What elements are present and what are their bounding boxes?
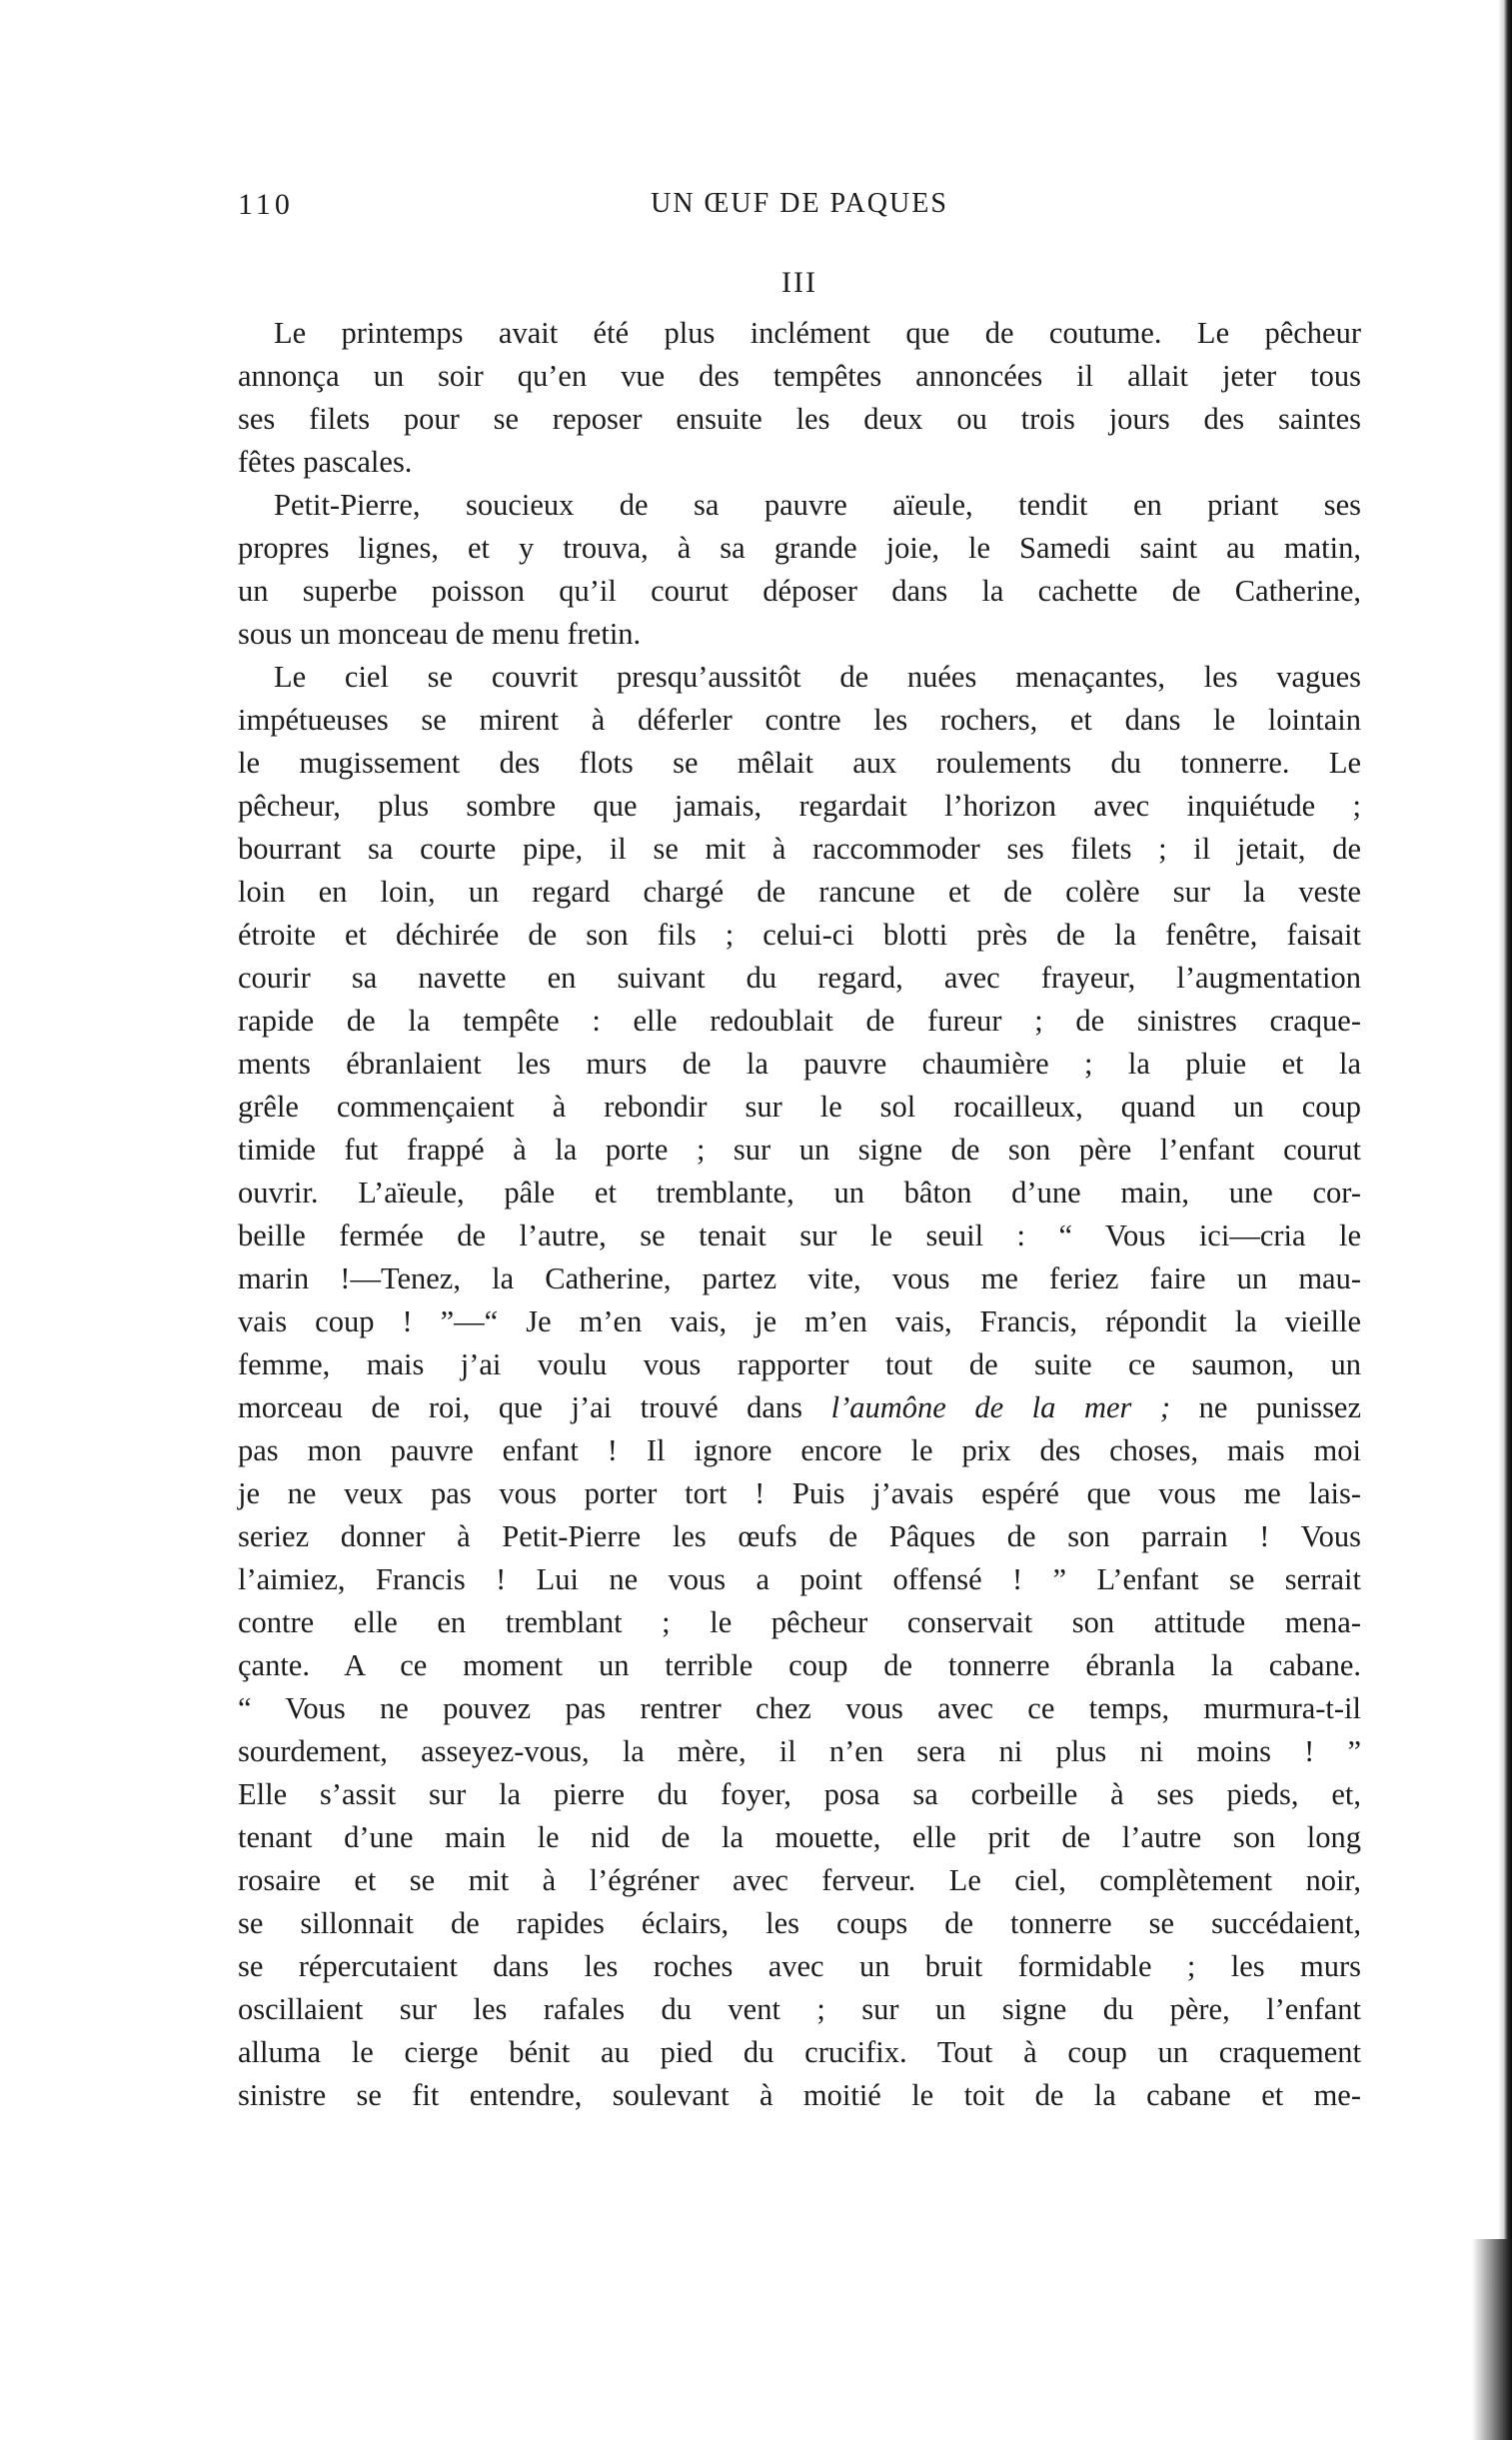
running-title: UN ŒUF DE PAQUES xyxy=(651,188,948,219)
text-line: ouvrir. L’aïeule, pâle et tremblante, un bâton d’une main, une cor- xyxy=(238,1176,1361,1210)
text-line: je ne veux pas vous porter tort ! Puis j’avais espéré que vous me lais- xyxy=(238,1476,1361,1510)
page-header xyxy=(238,188,1361,228)
page-binding-shadow xyxy=(1472,2239,1512,2440)
text-line: ments ébranlaient les murs de la pauvre chaumière ; la pluie et la xyxy=(238,1047,1361,1081)
text-line: se sillonnait de rapides éclairs, les coups de tonnerre se succédaient, xyxy=(238,1906,1361,1940)
text-line: Elle s’assit sur la pierre du foyer, posa sa corbeille à ses pieds, et, xyxy=(238,1777,1361,1811)
text-line: oscillaient sur les rafales du vent ; sur un signe du père, l’enfant xyxy=(238,1992,1361,2026)
text-line: sourdement, asseyez-vous, la mère, il n’en sera ni plus ni moins ! ” xyxy=(238,1734,1361,1768)
text-line: fêtes pascales. xyxy=(238,445,413,479)
text-line: vais coup ! ”—“ Je m’en vais, je m’en vais, Francis, répondit la vieille xyxy=(238,1304,1361,1338)
text-line: étroite et déchirée de son fils ; celui-ci blotti près de la fenêtre, faisait xyxy=(238,918,1361,952)
text-line: courir sa navette en suivant du regard, avec frayeur, l’augmentation xyxy=(238,961,1361,995)
section-heading: III xyxy=(781,266,817,299)
text-line: se répercutaient dans les roches avec un bruit formidable ; les murs xyxy=(238,1949,1361,1983)
text-line: timide fut frappé à la porte ; sur un signe de son père l’enfant courut xyxy=(238,1133,1361,1167)
text-line: sous un monceau de menu fretin. xyxy=(238,617,642,651)
text-line: un superbe poisson qu’il courut déposer dans la cachette de Catherine, xyxy=(238,574,1361,608)
text-line: Petit-Pierre, soucieux de sa pauvre aïeule, tendit en priant ses xyxy=(274,488,1361,522)
text-line: grêle commençaient à rebondir sur le sol rocailleux, quand un coup xyxy=(238,1090,1361,1124)
text-line: bourrant sa courte pipe, il se mit à raccommoder ses filets ; il jetait, de xyxy=(238,832,1361,866)
text-line: sinistre se fit entendre, soulevant à moitié le toit de la cabane et me- xyxy=(238,2078,1361,2112)
text-line: propres lignes, et y trouva, à sa grande joie, le Samedi saint au matin, xyxy=(238,531,1361,565)
text-line: impétueuses se mirent à déferler contre les rochers, et dans le lointain xyxy=(238,703,1361,737)
text-line: rosaire et se mit à l’égréner avec ferveur. Le ciel, complètement noir, xyxy=(238,1863,1361,1897)
text-line: alluma le cierge bénit au pied du crucifix. Tout à coup un craquement xyxy=(238,2035,1361,2069)
text-segment: morceau de roi, que j’ai trouvé dans xyxy=(238,1390,831,1424)
page-binding-edge xyxy=(1498,0,1512,2440)
text-line: pas mon pauvre enfant ! Il ignore encore le prix des choses, mais moi xyxy=(238,1433,1361,1467)
text-line: seriez donner à Petit-Pierre les œufs de Pâques de son parrain ! Vous xyxy=(238,1519,1361,1553)
body-text xyxy=(238,312,1361,2117)
text-line: çante. A ce moment un terrible coup de tonnerre ébranla la cabane. xyxy=(238,1648,1361,1682)
text-line: “ Vous ne pouvez pas rentrer chez vous avec ce temps, murmura-t-il xyxy=(238,1691,1361,1725)
text-line: l’aimiez, Francis ! Lui ne vous a point offensé ! ” L’enfant se serrait xyxy=(238,1562,1361,1596)
text-line: marin !—Tenez, la Catherine, partez vite, vous me feriez faire un mau- xyxy=(238,1261,1361,1295)
text-line: contre elle en tremblant ; le pêcheur conservait son attitude mena- xyxy=(238,1605,1361,1639)
text-line: Le ciel se couvrit presqu’aussitôt de nuées menaçantes, les vagues xyxy=(274,660,1361,694)
text-line: ses filets pour se reposer ensuite les deux ou trois jours des saintes xyxy=(238,402,1361,436)
text-line: Le printemps avait été plus inclément que de coutume. Le pêcheur xyxy=(274,316,1361,350)
text-line: le mugissement des flots se mêlait aux roulements du tonnerre. Le xyxy=(238,746,1361,780)
text-line: rapide de la tempête : elle redoublait de fureur ; de sinistres craque- xyxy=(238,1004,1361,1038)
page-number: 110 xyxy=(238,188,294,221)
text-line: femme, mais j’ai voulu vous rapporter tout de suite ce saumon, un xyxy=(238,1347,1361,1381)
text-line: tenant d’une main le nid de la mouette, elle prit de l’autre son long xyxy=(238,1820,1361,1854)
text-line: annonça un soir qu’en vue des tempêtes annoncées il allait jeter tous xyxy=(238,359,1361,393)
text-line: loin en loin, un regard chargé de rancune et de colère sur la veste xyxy=(238,875,1361,909)
text-line: beille fermée de l’autre, se tenait sur le seuil : “ Vous ici—cria le xyxy=(238,1219,1361,1252)
text-segment: ne punissez xyxy=(1170,1390,1362,1424)
text-line: pêcheur, plus sombre que jamais, regardait l’horizon avec inquiétude ; xyxy=(238,789,1361,823)
italic-phrase: l’aumône de la mer ; xyxy=(830,1390,1171,1424)
text-line xyxy=(238,1386,1361,1429)
